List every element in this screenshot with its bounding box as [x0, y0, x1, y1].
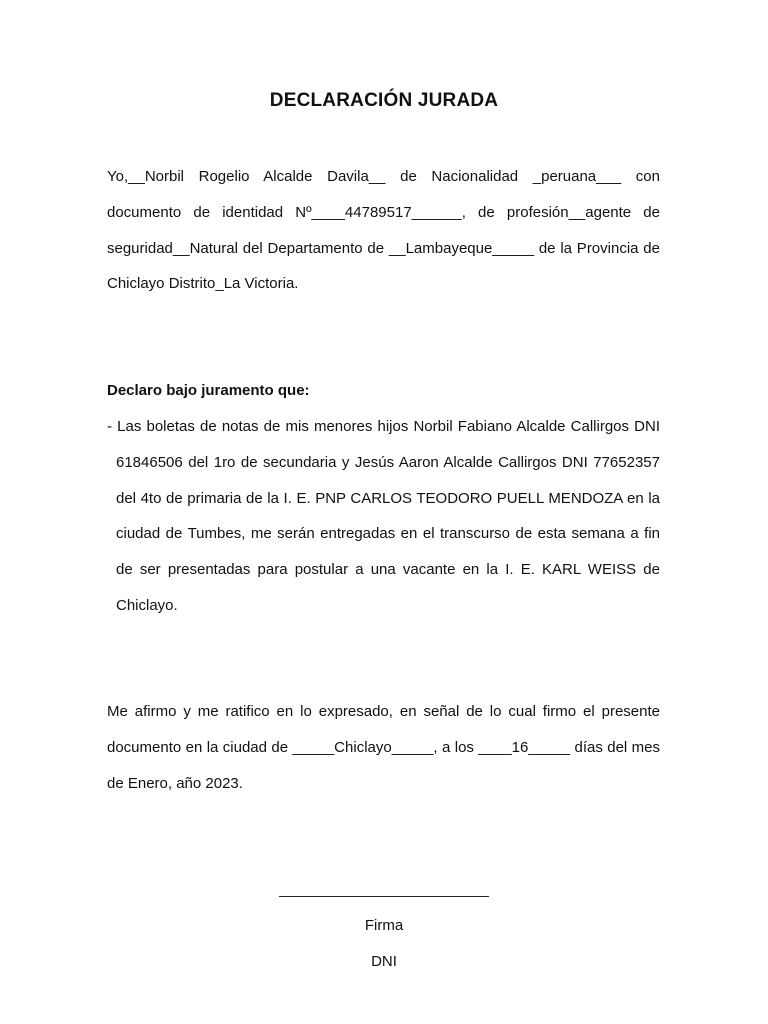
- declaration-item: - Las boletas de notas de mis menores hijos Norbil Fabiano Alcalde Callirgos DNI 61846506 del 1ro de secundaria y Jesús Aaron Alcalde Callirgos DNI 77652357 del 4to de primaria de la I. E. PNP CARLOS TEODORO PUELL MENDOZA en la ciudad de Tumbes, me serán entregadas en el transcurso de esta semana a fin de ser presentadas para postular a una vacante en la I. E. KARL WEISS de Chiclayo.: [107, 418, 660, 614]
- intro-paragraph: Yo,__Norbil Rogelio Alcalde Davila__ de Nacionalidad _peruana___ con documento de identidad Nº____44789517______, de profesión__agente de seguridad__Natural del Departamento de __Lambayeque_____ de la Provincia de Chiclayo Distrito_La Victoria.: [107, 168, 660, 293]
- id-label: DNI: [371, 953, 397, 970]
- declaration-heading: Declaro bajo juramento que:: [107, 382, 310, 399]
- closing-paragraph: Me afirmo y me ratifico en lo expresado, en señal de lo cual firmo el presente documento en la ciudad de _____Chiclayo_____, a los ____16_____ días del mes de Enero, año 2023.: [107, 703, 660, 792]
- signature-line: [279, 896, 489, 897]
- document-title: DECLARACIÓN JURADA: [269, 90, 499, 111]
- signature-label: Firma: [364, 917, 404, 934]
